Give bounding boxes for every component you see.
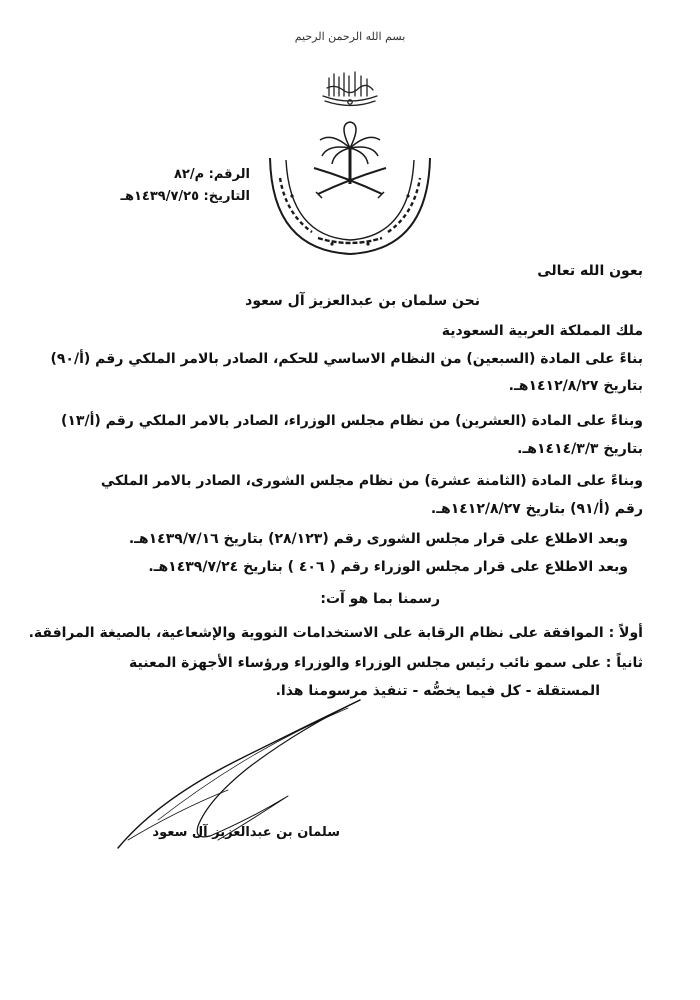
clause-3-line-2: رقم (أ/٩١) بتاريخ ١٤١٢/٨/٢٧هـ. <box>430 501 643 517</box>
sovereign-line: نحن سلمان بن عبدالعزيز آل سعود <box>245 293 480 309</box>
article-first: أولاً : الموافقة على نظام الرقابة على الاستخدامات النووية والإشعاعية، بالصيغة المرافقة. <box>28 625 643 641</box>
clause-2-line-1: وبناءً على المادة (العشرين) من نظام مجلس الوزراء، الصادر بالامر الملكي رقم (أ/١٣) <box>60 413 643 429</box>
opening-line: بعون الله تعالى <box>537 263 643 279</box>
shahada-seal-icon <box>315 66 385 110</box>
review-ministers-line: وبعد الاطلاع على قرار مجلس الوزراء رقم ( ٤٠٦ ) بتاريخ ١٤٣٩/٧/٢٤هـ. <box>148 559 628 575</box>
title-line: ملك المملكة العربية السعودية <box>441 323 643 339</box>
clause-2-line-2: بتاريخ ١٤١٤/٣/٣هـ. <box>517 441 643 457</box>
basmala-calligraphy: بسم الله الرحمن الرحيم <box>294 30 406 43</box>
article-second-line-2: المستقلة - كل فيما يخصُّه - تنفيذ مرسومنا هذا. <box>275 683 600 699</box>
clause-3-line-1: وبناءً على المادة (الثامنة عشرة) من نظام مجلس الشورى، الصادر بالامر الملكي <box>100 473 643 489</box>
decree-date: التاريخ: ١٤٣٩/٧/٢٥هـ <box>120 189 250 204</box>
article-second-line-1: ثانياً : على سمو نائب رئيس مجلس الوزراء والوزراء ورؤساء الأجهزة المعنية <box>129 655 643 671</box>
clause-1-line-2: بتاريخ ١٤١٢/٨/٢٧هـ. <box>508 378 643 394</box>
decree-meta <box>120 164 250 208</box>
signatory-name: سلمان بن عبدالعزيز آل سعود <box>152 825 340 840</box>
saudi-emblem-icon <box>262 118 438 258</box>
review-shura-line: وبعد الاطلاع على قرار مجلس الشورى رقم (٢٨/١٢٣) بتاريخ ١٤٣٩/٧/١٦هـ. <box>128 531 628 547</box>
decreed-line: رسمنا بما هو آت: <box>320 591 440 607</box>
decree-number: الرقم: م/٨٢ <box>173 167 250 182</box>
clause-1-line-1: بناءً على المادة (السبعين) من النظام الاساسي للحكم، الصادر بالامر الملكي رقم (أ/٩٠) <box>50 351 643 367</box>
